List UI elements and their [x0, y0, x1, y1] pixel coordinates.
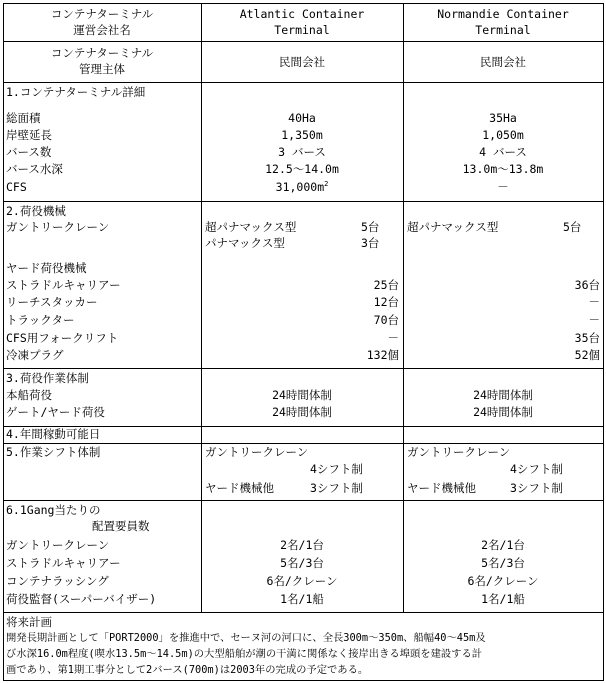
normandie-value: 35台	[574, 331, 600, 345]
section-title: 3.荷役作業体制	[6, 371, 89, 385]
column-divider-1	[201, 3, 202, 612]
atlantic-value: 1名/1船	[280, 592, 324, 606]
normandie-value: 4 バース	[479, 145, 527, 159]
row-divider	[3, 82, 604, 83]
row-divider	[3, 612, 604, 613]
atlantic-value	[276, 182, 329, 194]
row-label: コンテナラッシング	[6, 574, 109, 588]
cfs-area-unit-exponent: 2	[324, 180, 329, 188]
normandie-value: 6名/クレーン	[467, 574, 539, 588]
row-label: トラックター	[6, 313, 75, 327]
row-label: ガントリークレーン	[6, 220, 110, 234]
admin-label-sub: 管理主体	[79, 62, 125, 76]
operator-label: コンテナターミナル	[50, 7, 154, 21]
atlantic-value: 132個	[366, 348, 399, 362]
row-divider	[3, 41, 604, 42]
atlantic-shift-gantry-value: 4シフト制	[310, 462, 363, 476]
row-label: ストラドルキャリアー	[6, 278, 121, 292]
normandie-value: 35Ha	[489, 111, 517, 125]
normandie-value: 24時間体制	[473, 405, 533, 419]
row-label: リーチスタッカー	[6, 295, 98, 309]
section-title: 4.年間稼動可能日	[6, 427, 101, 441]
normandie-shift-yard-value: 3シフト制	[510, 481, 563, 495]
row-label: バース水深	[6, 162, 63, 176]
atlantic-gantry-type: パナマックス型	[205, 236, 285, 250]
row-label: 総面積	[6, 111, 41, 125]
atlantic-shift-gantry: ガントリークレーン	[205, 445, 309, 459]
normandie-value: 52個	[574, 348, 600, 362]
section-title: 5.作業シフト体制	[6, 445, 101, 459]
atlantic-value: 12.5～14.0m	[265, 162, 339, 176]
atlantic-value: 6名/クレーン	[266, 574, 338, 588]
normandie-name-sub: Terminal	[475, 23, 531, 37]
normandie-shift-yard: ヤード機械他	[407, 481, 476, 495]
operator-label-sub: 運営会社名	[73, 23, 131, 37]
row-label: ゲート/ヤード荷役	[6, 405, 105, 419]
row-label: ガントリークレーン	[6, 538, 110, 552]
atlantic-value: 5名/3台	[280, 556, 324, 570]
row-divider	[3, 443, 604, 444]
section-title: 2.荷役機械	[6, 204, 66, 218]
row-label: 冷凍プラグ	[6, 348, 64, 362]
section-title-sub: 配置要員数	[92, 519, 150, 533]
normandie-value: 1,050m	[482, 128, 524, 142]
normandie-value: 13.0m～13.8m	[462, 162, 544, 176]
future-plan-text: 画であり、第1期工事分として2バース(700m)は2003年の完成の予定である。	[6, 664, 369, 676]
column-divider-2	[403, 3, 404, 612]
normandie-value: －	[588, 313, 600, 327]
atlantic-shift-yard-value: 3シフト制	[310, 481, 363, 495]
table-border-right	[603, 3, 604, 681]
normandie-gantry-count: 5台	[563, 220, 582, 234]
atlantic-value: 40Ha	[288, 111, 316, 125]
atlantic-value: 70台	[373, 313, 399, 327]
section-title: 6.1Gang当たりの	[6, 503, 101, 517]
normandie-value: 24時間体制	[473, 388, 533, 402]
atlantic-gantry-type: 超パナマックス型	[205, 220, 297, 234]
normandie-gantry-type: 超パナマックス型	[407, 220, 499, 234]
atlantic-value: －	[387, 331, 399, 345]
row-label: 本船荷役	[6, 388, 52, 402]
future-plan-text: び水深16.0m程度(喫水13.5m～14.5m)の大型船舶が潮の干満に関係なく接岸出きる埠頭を建設する計	[6, 648, 483, 660]
atlantic-value: 24時間体制	[272, 388, 332, 402]
row-label: 荷役監督(スーパーバイザー)	[6, 592, 157, 606]
row-label: 岸壁延長	[6, 128, 52, 142]
normandie-value: －	[588, 295, 600, 309]
atlantic-gantry-count: 5台	[361, 220, 380, 234]
normandie-shift-gantry-value: 4シフト制	[510, 462, 563, 476]
table-border-top	[3, 3, 604, 4]
table-border-bottom	[3, 680, 604, 681]
row-divider	[3, 368, 604, 369]
normandie-value: 5名/3台	[481, 556, 525, 570]
atlantic-value: 25台	[373, 278, 399, 292]
atlantic-value: 12台	[373, 295, 399, 309]
atlantic-gantry-count: 3台	[361, 236, 380, 250]
row-label: CFS	[6, 180, 27, 194]
normandie-value: 36台	[574, 278, 600, 292]
normandie-admin: 民間会社	[480, 55, 526, 69]
atlantic-admin: 民間会社	[279, 55, 325, 69]
atlantic-value: 3 バース	[278, 145, 326, 159]
atlantic-value: 2名/1台	[280, 538, 324, 552]
normandie-name: Normandie Container	[437, 7, 569, 21]
row-divider	[3, 500, 604, 501]
normandie-value: 2名/1台	[481, 538, 525, 552]
admin-label: コンテナターミナル	[50, 46, 154, 60]
normandie-value: 1名/1船	[481, 592, 525, 606]
row-label: バース数	[6, 145, 52, 159]
atlantic-value: 1,350m	[281, 128, 323, 142]
row-label: ヤード荷役機械	[6, 261, 87, 275]
atlantic-name-sub: Terminal	[274, 23, 330, 37]
atlantic-value: 24時間体制	[272, 405, 332, 419]
atlantic-shift-yard: ヤード機械他	[205, 481, 274, 495]
normandie-value: －	[497, 180, 509, 194]
future-plan-text: 開発長期計画として「PORT2000」を推進中で、セーヌ河の河口に、全長300m～350m、船幅40～45m及	[6, 632, 486, 644]
cfs-area: 31,000m	[275, 180, 325, 194]
section-title: 1.コンテナターミナル詳細	[6, 85, 146, 99]
future-plan-title: 将来計画	[6, 615, 52, 629]
row-divider	[3, 201, 604, 202]
table-border-left	[3, 3, 4, 681]
normandie-shift-gantry: ガントリークレーン	[407, 445, 511, 459]
row-label: CFS用フォークリフト	[6, 331, 119, 345]
atlantic-name: Atlantic Container	[239, 7, 365, 21]
row-label: ストラドルキャリアー	[6, 556, 121, 570]
